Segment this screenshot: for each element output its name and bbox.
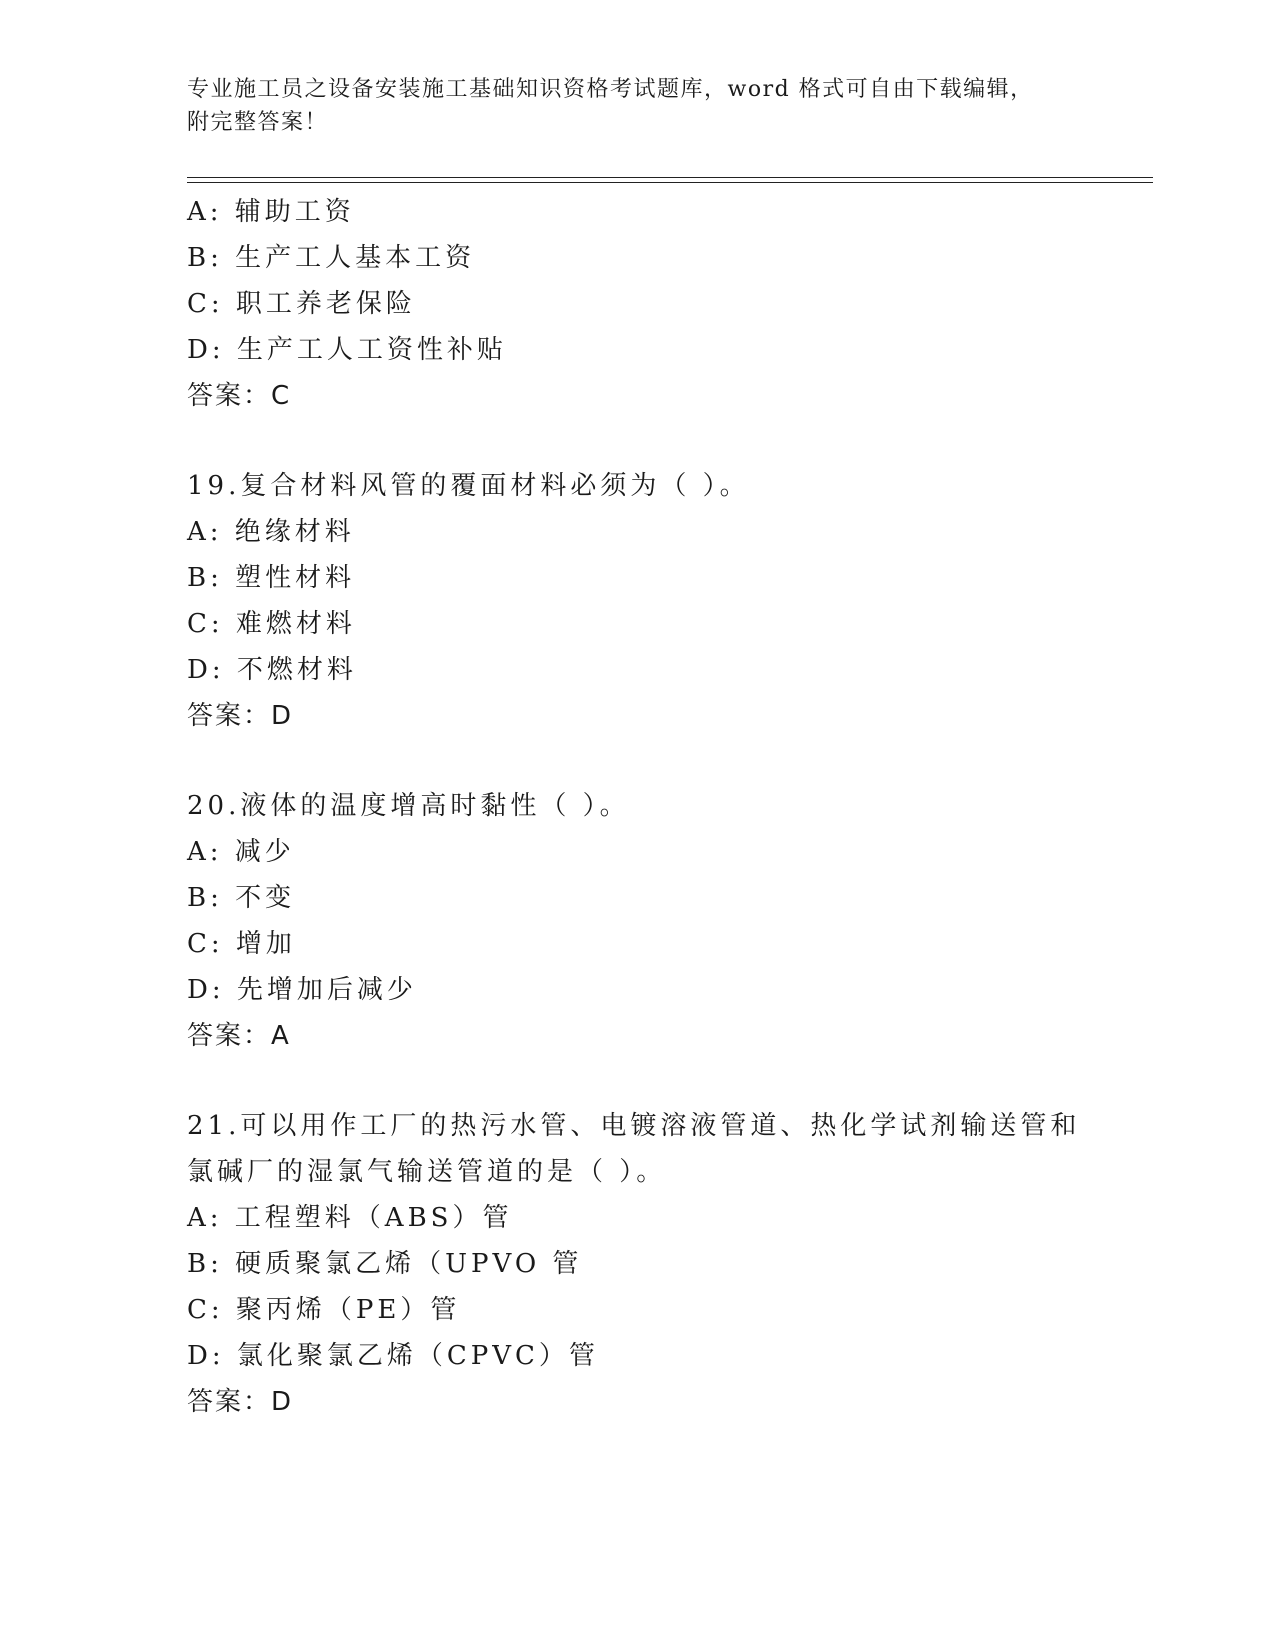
option-a: A: 绝缘材料 [187,517,355,547]
question-block-20 [187,783,1087,1059]
document-header [187,73,1067,139]
option-d: D: 氯化聚氯乙烯（CPVC）管 [187,1341,599,1371]
question-block-21 [187,1103,1087,1425]
option-d: D: 不燃材料 [187,655,357,685]
answer: 答案：A [187,1021,291,1051]
answer: 答案：C [187,381,292,411]
question-title: 21.可以用作工厂的热污水管、电镀溶液管道、热化学试剂输送管和氯碱厂的湿氯气输送管道的是（ ）。 [187,1111,1081,1187]
header-line-2: 附完整答案！ [187,110,329,135]
question-title: 20.液体的温度增高时黏性（ ）。 [187,791,630,821]
option-b: B: 塑性材料 [187,563,356,593]
option-c: C: 难燃材料 [187,609,356,639]
option-b: B: 硬质聚氯乙烯（UPVO 管 [187,1249,583,1279]
option-a: A: 减少 [187,837,295,867]
answer: 答案：D [187,701,294,731]
answer: 答案：D [187,1387,294,1417]
option-a: A: 辅助工资 [187,197,355,227]
option-d: D: 生产工人工资性补贴 [187,335,507,365]
option-d: D: 先增加后减少 [187,975,417,1005]
option-c: C: 增加 [187,929,296,959]
option-b: B: 不变 [187,883,296,913]
question-block-18 [187,189,1087,419]
question-list [187,189,1087,1425]
header-line-1: 专业施工员之设备安装施工基础知识资格考试题库，word 格式可自由下载编辑， [187,77,1034,102]
option-a: A: 工程塑料（ABS）管 [187,1203,513,1233]
question-title: 19.复合材料风管的覆面材料必须为（ ）。 [187,471,750,501]
option-b: B: 生产工人基本工资 [187,243,476,273]
option-c: C: 职工养老保险 [187,289,416,319]
question-block-19 [187,463,1087,739]
header-double-rule [187,177,1153,183]
option-c: C: 聚丙烯（PE）管 [187,1295,461,1325]
